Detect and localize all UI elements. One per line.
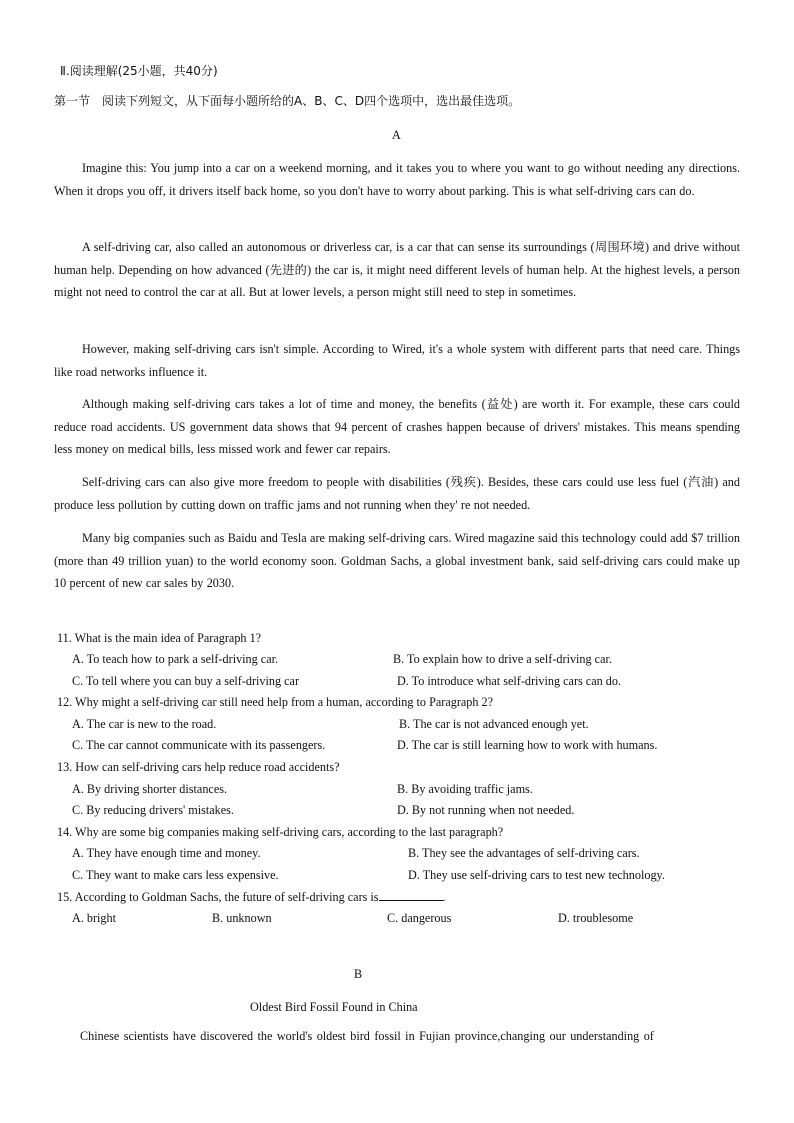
question-15-stem: 15. According to Goldman Sachs, the future of self-driving cars is <box>57 890 379 904</box>
question-11-option-a[interactable]: A. To teach how to park a self-driving car. <box>72 652 279 666</box>
passage-a-paragraph-3: However, making self-driving cars isn't simple. According to Wired, it's a whole system with different parts that need care. Things like road networks influence it. <box>54 342 740 379</box>
question-15-option-d[interactable]: D. troublesome <box>558 911 634 925</box>
question-15-period: . <box>442 890 446 904</box>
passage-a-paragraph-4: Although making self-driving cars takes a lot of time and money, the benefits (益处) are worth it. For example, these cars could reduce road accidents. US government data shows that 94 percent of crashes happen because of drivers' mistakes. This means spending less money on medical bills, less missed work and fewer car repairs. <box>54 397 740 456</box>
question-11-option-b[interactable]: B. To explain how to drive a self-driving car. <box>393 652 612 666</box>
question-14-stem: 14. Why are some big companies making self-driving cars, according to the last paragraph? <box>57 825 504 839</box>
question-11-stem: 11. What is the main idea of Paragraph 1? <box>57 631 262 645</box>
passage-a-paragraph-5: Self-driving cars can also give more freedom to people with disabilities (残疾). Besides, these cars could use less fuel (汽油) and produce less pollution by cutting down on traffic jams and not running when they' re not needed. <box>54 475 740 512</box>
question-11-option-d[interactable]: D. To introduce what self-driving cars can do. <box>397 674 621 688</box>
question-14-option-c[interactable]: C. They want to make cars less expensive. <box>72 868 279 882</box>
question-12-option-c[interactable]: C. The car cannot communicate with its passengers. <box>72 738 326 752</box>
question-11-option-c[interactable]: C. To tell where you can buy a self-driving car <box>72 674 300 688</box>
passage-a-paragraph-1: Imagine this: You jump into a car on a weekend morning, and it takes you to where you want to go without needing any directions. When it drops you off, it drivers itself back home, so you don't have to worry about parking. This is what self-driving cars can do. <box>54 161 740 198</box>
question-12-stem: 12. Why might a self-driving car still need help from a human, according to Paragraph 2? <box>57 695 494 709</box>
question-15-option-b[interactable]: B. unknown <box>212 911 272 925</box>
answer-blank[interactable] <box>379 889 443 901</box>
question-12-option-a[interactable]: A. The car is new to the road. <box>72 717 217 731</box>
passage-b-title: Oldest Bird Fossil Found in China <box>250 1000 418 1014</box>
passage-b-letter: B <box>354 967 363 981</box>
question-13-stem: 13. How can self-driving cars help reduce road accidents? <box>57 760 340 774</box>
passage-a-paragraph-2: A self-driving car, also called an autonomous or driverless car, is a car that can sense its surroundings (周围环境) and drive without human help. Depending on how advanced (先进的) the car is, it might need different levels of human help. At the highest levels, a person might not need to control the car at all. But at lower levels, a person might still need to step in sometimes. <box>54 240 740 299</box>
question-12-option-b[interactable]: B. The car is not advanced enough yet. <box>399 717 589 731</box>
question-13-option-c[interactable]: C. By reducing drivers' mistakes. <box>72 803 234 817</box>
question-15-option-c[interactable]: C. dangerous <box>387 911 452 925</box>
passage-b-first-line: Chinese scientists have discovered the world's oldest bird fossil in Fujian province,changing our understanding of <box>80 1029 654 1043</box>
question-14-option-d[interactable]: D. They use self-driving cars to test new technology. <box>408 868 665 882</box>
passage-a-letter: A <box>392 128 401 142</box>
question-13-option-a[interactable]: A. By driving shorter distances. <box>72 782 228 796</box>
question-13-option-d[interactable]: D. By not running when not needed. <box>397 803 575 817</box>
section-instruction: 第一节 阅读下列短文，从下面每小题所给的A、B、C、D四个选项中，选出最佳选项。 <box>54 94 521 108</box>
question-15-row <box>57 889 446 905</box>
question-14-option-a[interactable]: A. They have enough time and money. <box>72 846 261 860</box>
question-15-option-a[interactable]: A. bright <box>72 911 117 925</box>
question-14-option-b[interactable]: B. They see the advantages of self-driving cars. <box>408 846 640 860</box>
section-heading: Ⅱ.阅读理解(25小题，共40分) <box>60 64 218 78</box>
question-13-option-b[interactable]: B. By avoiding traffic jams. <box>397 782 533 796</box>
question-12-option-d[interactable]: D. The car is still learning how to work with humans. <box>397 738 658 752</box>
passage-a-paragraph-6: Many big companies such as Baidu and Tesla are making self-driving cars. Wired magazine said this technology could add $7 trillion (more than 49 trillion yuan) to the world economy soon. Goldman Sachs, a global investment bank, said self-driving cars could make up 10 percent of new car sales by 2030. <box>54 531 740 590</box>
